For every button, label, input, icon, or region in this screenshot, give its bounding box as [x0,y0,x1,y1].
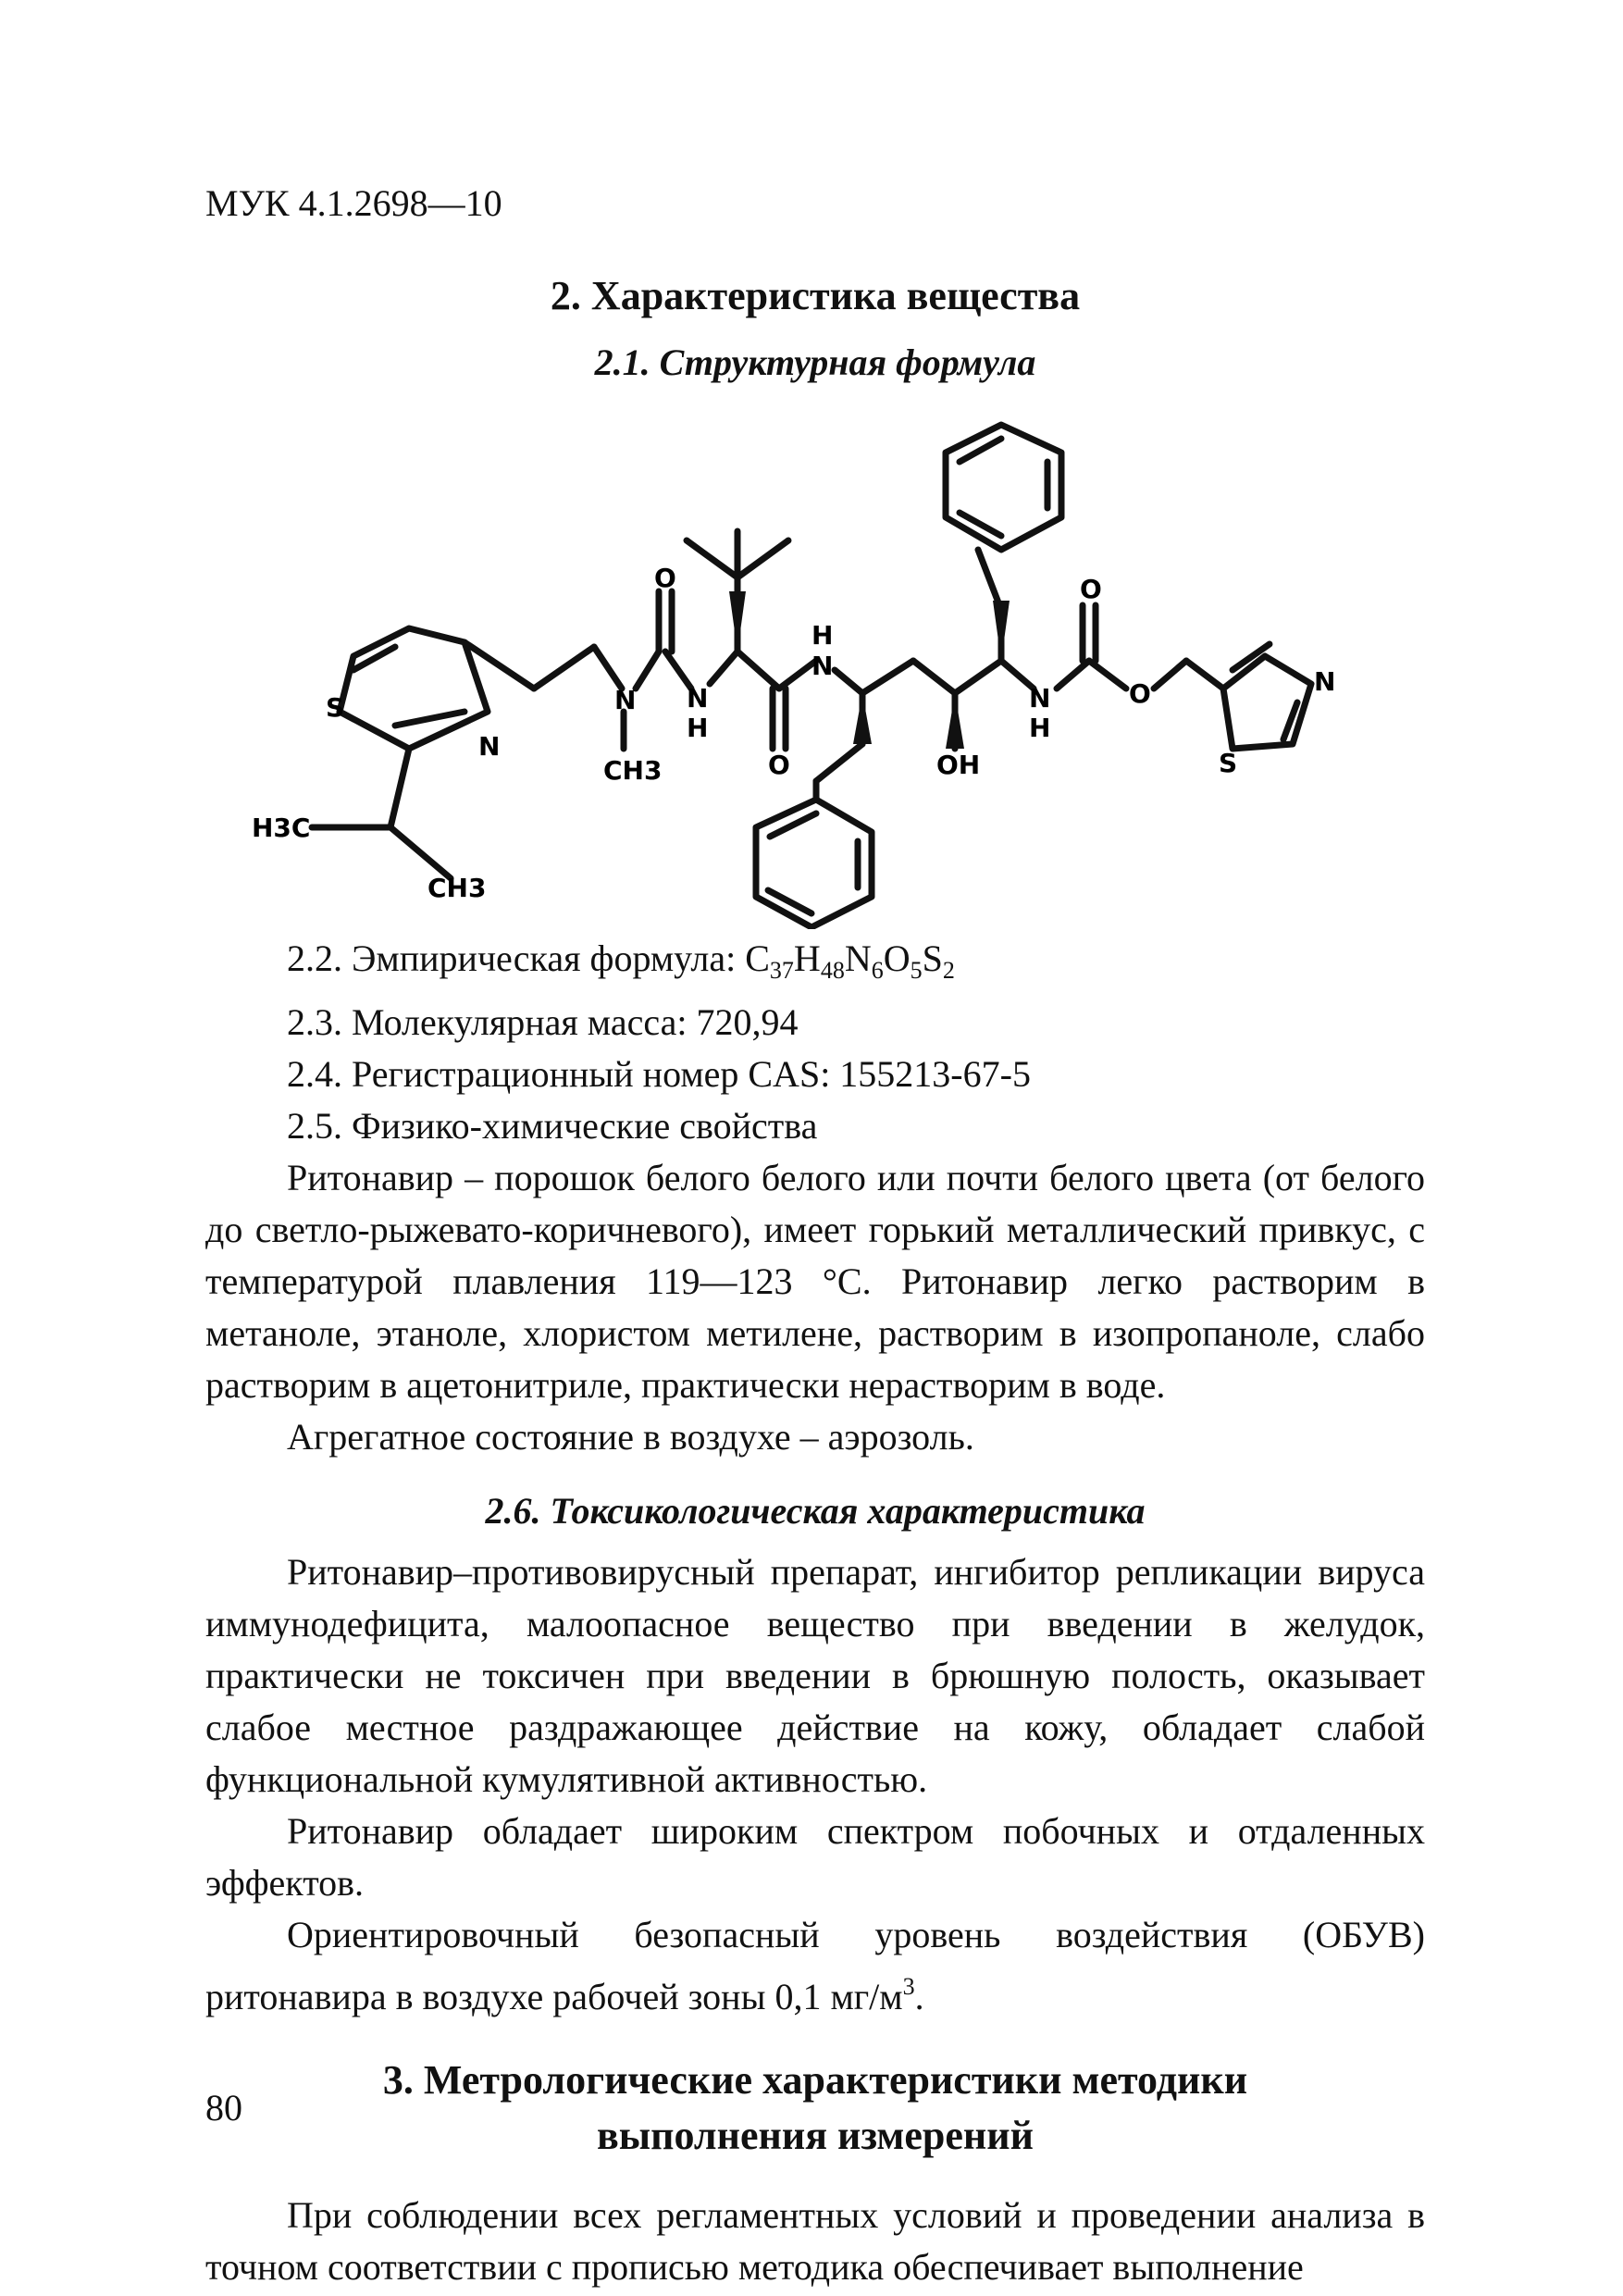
empirical-formula-label: 2.2. Эмпирическая формула: [287,937,746,979]
bond [913,661,955,693]
bond [955,661,1001,693]
atom-label-n: N [687,683,709,714]
page-number: 80 [205,2087,242,2128]
bond [779,661,816,689]
bond [710,652,737,684]
bond [835,670,862,693]
atom-label-n: N [478,731,501,762]
bond [1057,661,1089,689]
atom-label-h: H [812,620,834,651]
atom-label-h: H [1029,713,1051,743]
atom-label-n: N [812,651,834,681]
bond [687,540,737,577]
aggregate-state-paragraph: Агрегатное состояние в воздухе – аэрозоль. [287,1416,974,1458]
section-3-title: 3. Метрологические характеристики методики выполнения измерений [382,2057,1248,2158]
physchem-heading: 2.5. Физико-химические свойства [287,1105,818,1147]
bond [1089,661,1126,689]
stereo-wedge [946,693,964,749]
section-2-title: 2. Характеристика вещества [550,273,1081,318]
atom-label-ch3: CH3 [427,873,487,903]
stereo-wedge [729,591,746,652]
toxicology-paragraph-3: Ориентировочный безопасный уровень воздействия (ОБУВ) ритонавира в воздухе рабочей зоны 0,1 $мг/м^3$. [205,1914,1425,2017]
atom-label-o: O [768,750,790,780]
physchem-paragraph: Ритонавир – порошок белого белого или почти белого цвета (от белого до светло-рыжевато-коричневого), имеет горький металлический привкус, с температурой плавления 119—123 °C. Ритонавир легко растворим в метаноле, этаноле, хлористом метилене, растворим в изопропаноле, слабо растворим в ацетонитриле, практически нерастворим в воде. [205,1157,1425,1406]
stereo-wedge [853,693,872,744]
bond [862,661,913,693]
structural-formula-heading: 2.1. Структурная формула [594,341,1036,383]
ritonavir-structure-diagram [205,392,1425,929]
atom-label-s: S [1219,748,1238,778]
bond [636,652,659,689]
atom-label-n: N [614,685,637,715]
bond [1154,661,1186,689]
atom-label-h3c: H3C [252,813,311,843]
bond [1186,661,1223,689]
running-header: МУК 4.1.2698—10 [205,182,502,224]
stereo-wedge [993,601,1010,661]
bond [390,827,451,878]
bond [816,744,862,781]
bond [390,749,409,827]
atom-label-o: O [654,563,676,593]
atom-label-o: O [1129,678,1151,709]
atom-label-n: N [1314,666,1336,697]
ring-double-bond [395,712,465,726]
section-3-paragraph: При соблюдении всех регламентных условий и проведении анализа в точном соответствии с прописью методика обеспечивает выполнение [205,2194,1425,2288]
atom-label-s: S [326,692,345,723]
molar-mass-line: 2.3. Молекулярная масса: 720,94 [287,1001,799,1043]
page-content [205,268,1425,2293]
bond [737,540,788,577]
atom-label-ch3: CH3 [603,755,663,786]
atom-label-oh: OH [936,750,981,780]
toxicology-heading: 2.6. Токсикологическая характеристика [485,1490,1146,1532]
empirical-formula: $C_{37}H_{48}N_6O_5S_2$ [745,937,955,984]
bond [737,652,779,689]
cas-number-line: 2.4. Регистрационный номер CAS: 155213-67-5 [287,1053,1031,1095]
atom-label-h: H [687,713,709,743]
bond [594,647,622,689]
empirical-formula-line [205,933,1425,997]
upper-phenyl-ring [946,425,1061,550]
toxicology-paragraph-2: Ритонавир обладает широким спектром побочных и отдаленных эффектов. [205,1810,1425,1904]
bond [534,647,594,689]
atom-label-n: N [1029,683,1051,714]
toxicology-paragraph-1: Ритонавир–противовирусный препарат, ингибитор репликации вируса иммунодефицита, малоопасное вещество при введении в желудок, практически не токсичен при введении в брюшную полость, оказывает слабое местное раздражающее действие на кожу, обладает слабой функциональной кумулятивной активностью. [205,1551,1425,1800]
structural-formula [205,392,1425,929]
atom-label-o: O [1080,574,1102,604]
lower-phenyl-ring [756,800,872,927]
